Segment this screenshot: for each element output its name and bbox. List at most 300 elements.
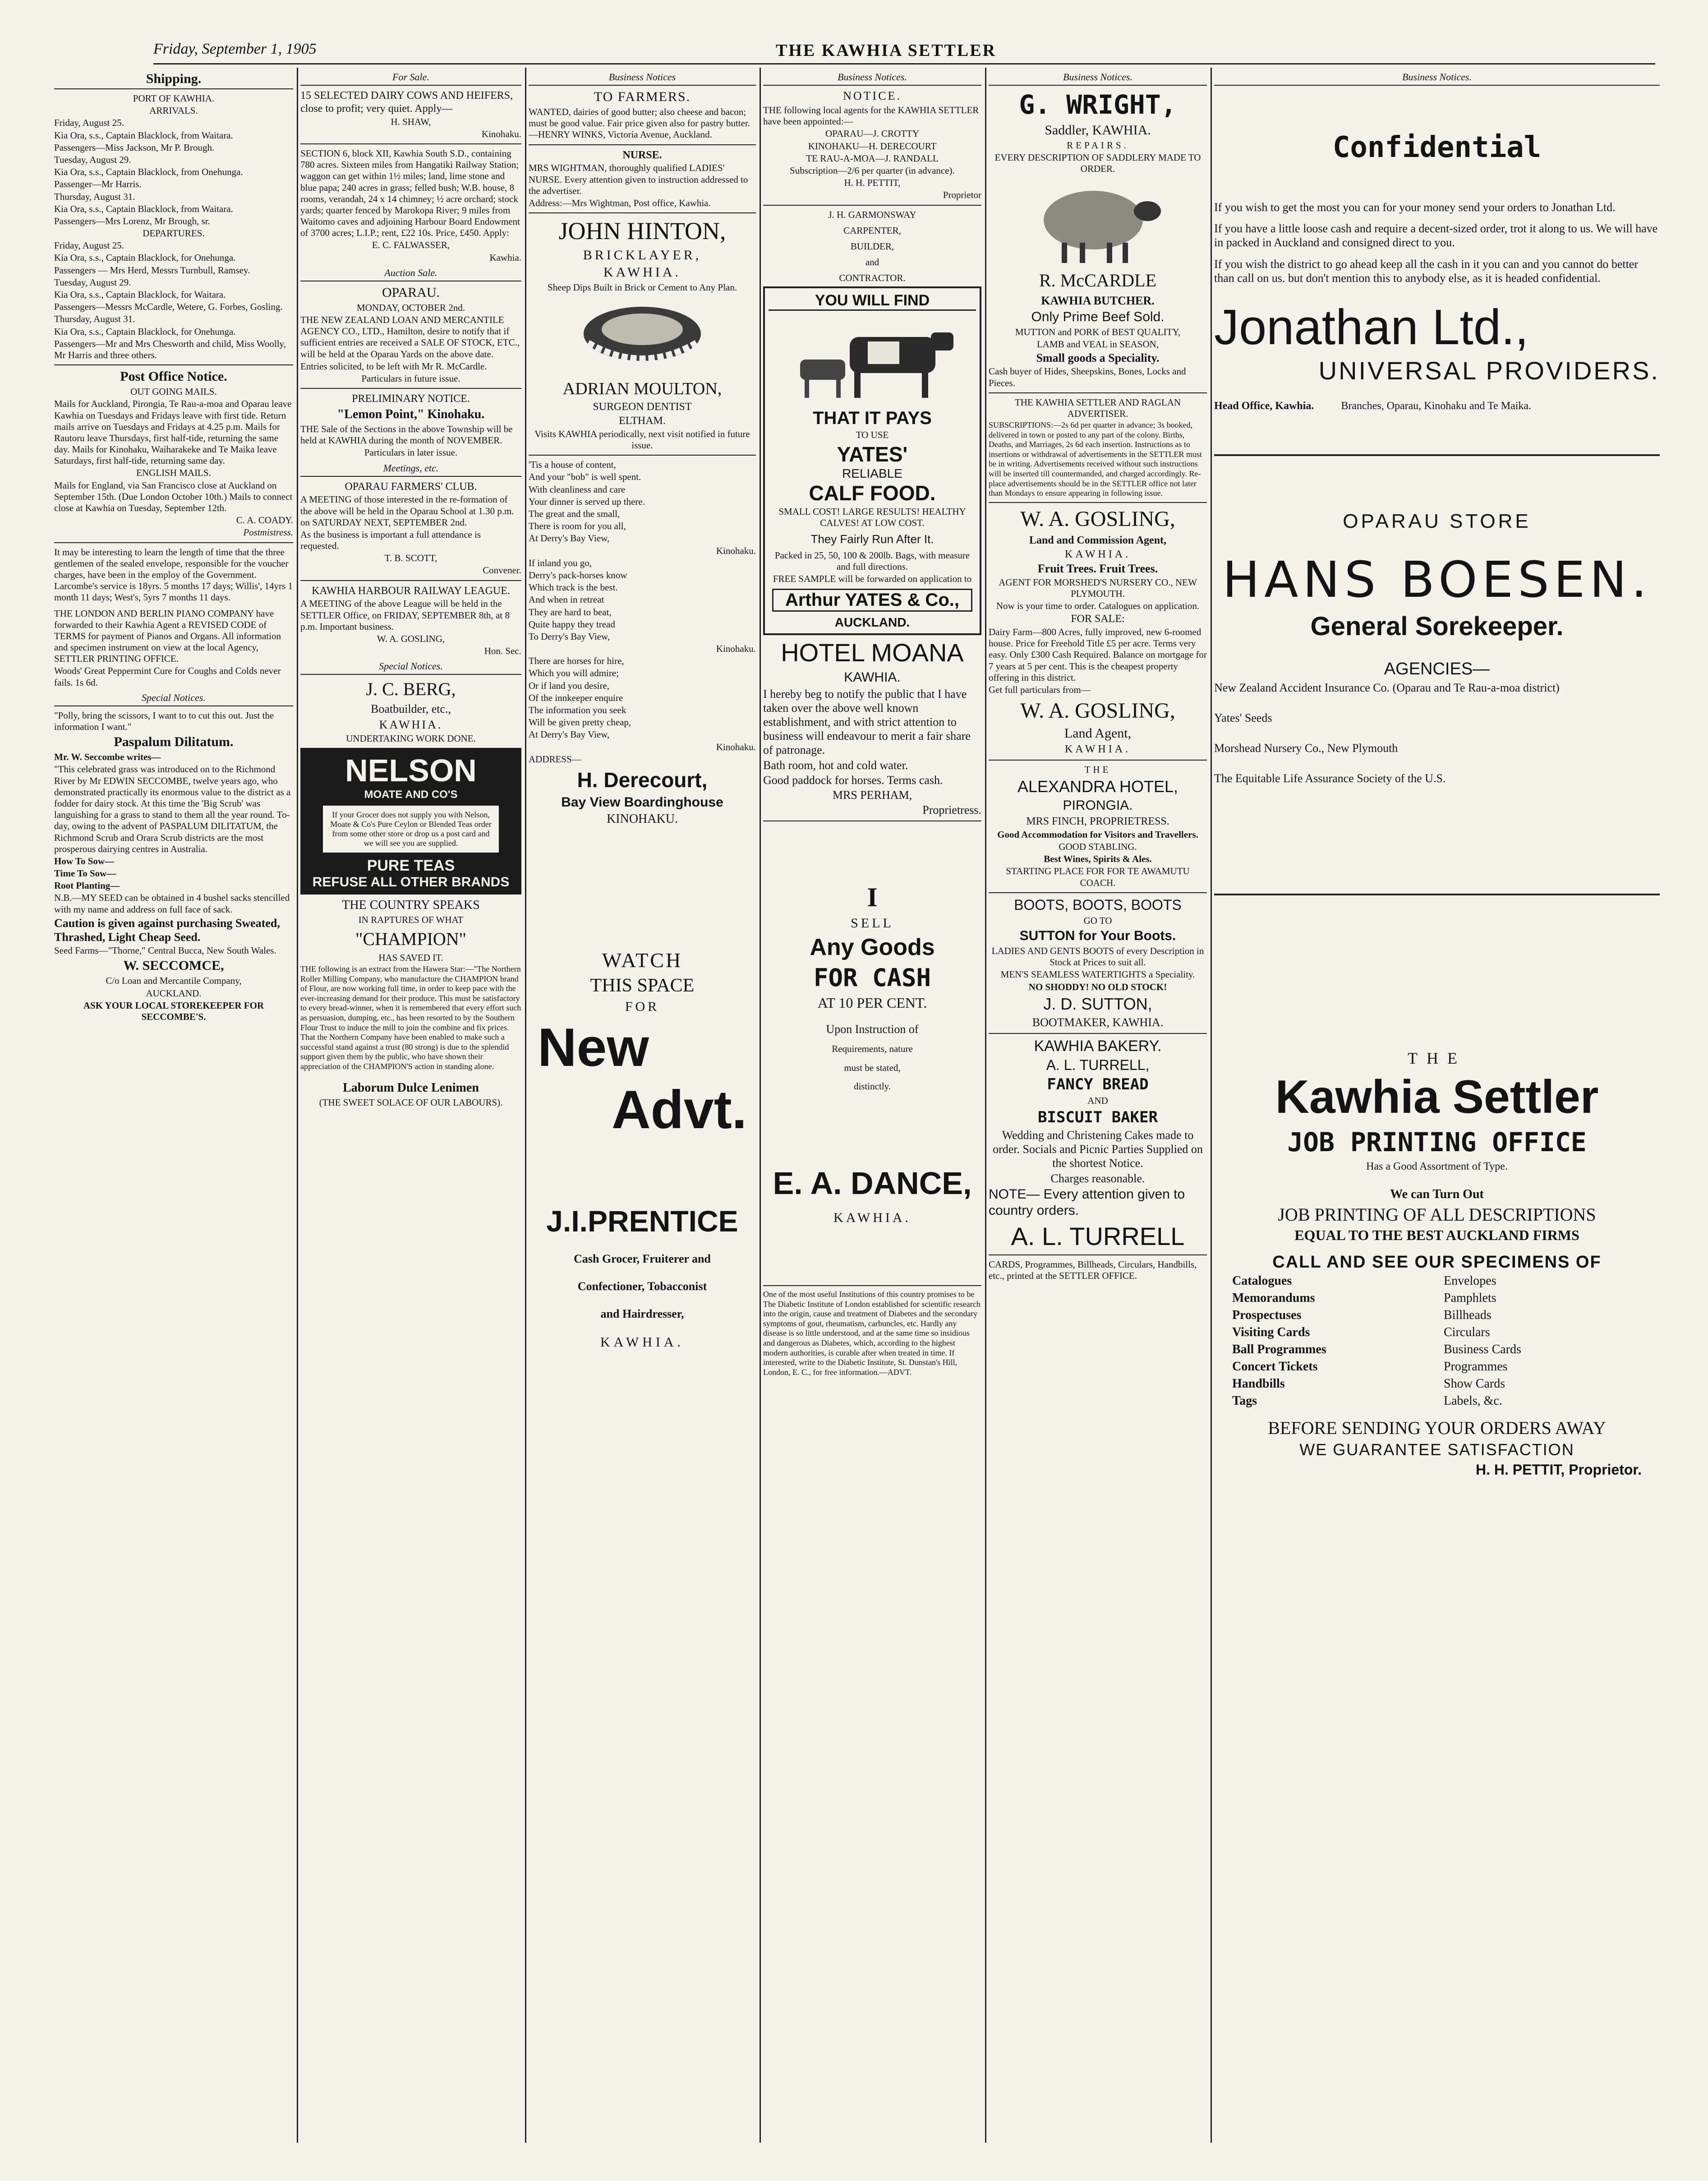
hotel-body: I hereby beg to notify the public that I have taken over the above well known establishment, and with strict attention to business will endeavour to merit a fair share of patronage. (763, 687, 971, 757)
champion-body: THE following is an extract from the Hawera Star:—"The Northern Roller Milling Company, who manufacture the CHAMPION brand of Flour, are now working full time, in order to keep pace with the ever-increasing demand for their produce. This must be satisfactory to every bread-winner, when it is remembered that every effort such as persuasion, dumping, etc., has been resorted to by the Southern Flour Trust to induce the mill to join the combine and fix prices. That the Northern Company have been enabled to make such a successful stand against a trust (80 strong) is due to the splendid support given them by the public, who have shown their appreciation of the CHAMPION'S action in standing alone. (300, 964, 521, 1071)
general-storekeeper: General Sorekeeper. (1310, 611, 1564, 641)
divider (989, 760, 1207, 761)
woods-cure: Woods' Great Peppermint Cure for Coughs and Colds never fails. 1s 6d. (54, 665, 281, 688)
perham-name: MRS PERHAM, (832, 788, 912, 802)
pure-teas: PURE TEAS (367, 857, 455, 874)
scott-name: T. B. SCOTT, (384, 553, 437, 564)
order-now: Now is your time to order. Catalogues on application. (996, 600, 1200, 611)
morshead: AGENT FOR MORSHED'S NURSERY CO., NEW PLYMOUTH. (999, 576, 1197, 599)
distinctly: distinctly. (853, 1080, 891, 1092)
head-office: Head Office, Kawhia. (1214, 400, 1314, 412)
column-shipping-notices (51, 68, 297, 2143)
gosling-name: W. A. GOSLING, (1020, 699, 1175, 723)
agency-item: Yates' Seeds (1214, 711, 1272, 724)
root-planting: Root Planting— (54, 880, 120, 891)
ten-per-cent: AT 10 PER CENT. (817, 995, 927, 1011)
accommodation: Good Accommodation for Visitors and Travellers. (997, 829, 1198, 840)
land-agent: Land Agent, (1064, 726, 1132, 741)
surgeon-dentist: SURGEON DENTIST (593, 401, 692, 413)
railway-meeting: A MEETING of the above League will be held in the SETTLER Office, on FRIDAY, SEPTEMBER 8th, at 8 p.m. Important business. (300, 598, 510, 632)
departure-line: Kia Ora, s.s., Captain Blacklock, for Onehunga. (54, 252, 236, 263)
column-wide-ads (1211, 68, 1663, 2143)
dental-plate-illustration (575, 298, 710, 374)
issue-date: Friday, September 1, 1905 (153, 41, 317, 57)
meeting-notice-2: As the business is important a full attendance is requested. (300, 529, 481, 552)
paspalum-heading: Paspalum Dilitatum. (114, 734, 234, 750)
nurse-body: MRS WIGHTMAN, thoroughly qualified LADIES' NURSE. Every attention given to instruction addressed to the advertiser. (529, 162, 748, 196)
wanted-dairies: WANTED, dairies of good butter; also cheese and bacon; must be good value. Fair price given also for pastry butter.—HENRY WINKS, Victoria Avenue, Auckland. (529, 106, 750, 140)
lamb: LAMB and VEAL in SEASON, (1036, 338, 1159, 350)
proprietor: Proprietor (943, 189, 981, 201)
call-and-see: CALL AND SEE OUR SPECIMENS OF (1272, 1252, 1602, 1272)
agency-item: Morshead Nursery Co., New Plymouth (1214, 742, 1398, 755)
poem-line: Derry's pack-horses know (529, 569, 627, 581)
to-farmers: TO FARMERS. (594, 89, 691, 104)
no-shoddy: NO SHODDY! NO OLD STOCK! (1028, 981, 1167, 992)
column-sales-meetings (297, 68, 525, 2143)
departure-line: Passengers—Messrs McCardle, Wetere, G. Forbes, Gosling. (54, 301, 283, 313)
biscuit-baker: BISCUIT BAKER (1037, 1108, 1158, 1127)
divider (1214, 894, 1660, 895)
divider (529, 455, 756, 456)
cash-grocer: Cash Grocer, Fruiterer and (574, 1252, 711, 1265)
hotel-place: KAWHIA. (844, 669, 901, 685)
address-label: ADDRESS— (529, 753, 581, 765)
sale-sections: THE Sale of the Sections in the above Township will be held at KAWHIA during the month of NOVEMBER. (300, 423, 513, 446)
notice-heading: NOTICE. (843, 89, 902, 102)
specimen-item: Tags (1232, 1393, 1257, 1408)
assortment: Has a Good Assortment of Type. (1366, 1161, 1508, 1173)
meeting-notice: A MEETING of those interested in the re-formation of the above will be held in the Oparau School at 1.30 p.m. on SATURDAY NEXT, SEPTEMBER 2nd. (300, 494, 514, 528)
divider (529, 212, 756, 213)
specimen-item: Prospectuses (1232, 1308, 1302, 1322)
boatbuilder: Boatbuilder, etc., (370, 702, 451, 716)
yates-auckland: AUCKLAND. (834, 615, 910, 629)
turrell-name: A. L. TURRELL, (1046, 1056, 1150, 1073)
pettit-proprietor: H. H. PETTIT, Proprietor. (1475, 1461, 1642, 1478)
berg-name: J. C. BERG, (366, 679, 456, 700)
finch: MRS FINCH, PROPRIETRESS. (1026, 816, 1169, 828)
agency-item: The Equitable Life Assurance Society of the U.S. (1214, 772, 1446, 785)
reliable: RELIABLE (842, 466, 902, 480)
specimen-item: Memorandums (1232, 1291, 1315, 1305)
poem-line: Or if land you desire, (529, 680, 610, 691)
masthead (153, 41, 1655, 65)
you-will-find: YOU WILL FIND (769, 292, 976, 311)
nelson-body: If your Grocer does not supply you with Nelson, Moate & Co's Pure Ceylon or Blended Teas order from some other store or drop us a post card and we will see you are supplied. (323, 806, 499, 853)
gosling-secretary: W. A. GOSLING, (377, 633, 445, 644)
specimen-item: Business Cards (1444, 1342, 1521, 1356)
ladies-gents: LADIES AND GENTS BOOTS of every Description in Stock at Prices to suit all. (991, 945, 1204, 968)
oparau-heading: OPARAU. (382, 285, 440, 300)
entries-solicited: Entries solicited, to be left with Mr R. McCardle. (300, 360, 487, 372)
divider (529, 144, 756, 145)
any-goods: Any Goods (810, 934, 935, 961)
specimen-item: Envelopes (1444, 1273, 1496, 1288)
shipping-heading: Shipping. (54, 71, 293, 89)
fancy-bread: FANCY BREAD (1047, 1075, 1149, 1093)
poem-line: Quite happy they tread (529, 618, 615, 630)
shaw-place: Kinohaku. (481, 128, 521, 139)
divider (54, 364, 293, 365)
repairs: REPAIRS. (1067, 140, 1129, 151)
new: New (538, 1017, 649, 1078)
arthur-yates: Arthur YATES & Co., (772, 589, 972, 612)
departure-line: Passengers — Mrs Herd, Messrs Turnbull, Ramsey. (54, 264, 250, 276)
poem-line: Which track is the best. (529, 582, 618, 593)
hairdresser: and Hairdresser, (600, 1307, 684, 1321)
specimen-item: Ball Programmes (1232, 1342, 1326, 1356)
divider (300, 388, 521, 389)
fruit-trees: Fruit Trees. Fruit Trees. (1037, 562, 1158, 576)
calf-food: CALF FOOD. (809, 481, 936, 505)
visits: Visits KAWHIA periodically, next visit notified in future issue. (534, 428, 750, 451)
poem-line: And when in retreat (529, 594, 604, 605)
yates-calf-food-ad (763, 286, 981, 635)
divider (763, 1285, 981, 1286)
poem-line: There is room for you all, (529, 521, 626, 532)
arrivals-heading: ARRIVALS. (149, 105, 198, 116)
railway-league: KAWHIA HARBOUR RAILWAY LEAGUE. (312, 585, 510, 597)
business-heading: Business Notices (529, 71, 756, 86)
laborum-sub: (THE SWEET SOLACE OF OUR LABOURS). (319, 1097, 503, 1108)
boots: BOOTS, BOOTS, BOOTS (1014, 896, 1182, 913)
column-business-notices-a (525, 68, 760, 2143)
oparau-store: OPARAU STORE (1343, 510, 1531, 532)
specimen-item: Concert Tickets (1232, 1359, 1318, 1374)
butcher: KAWHIA BUTCHER. (1041, 294, 1155, 307)
agent-line: TE RAU-A-MOA—J. RANDALL (806, 152, 939, 164)
bath-room: Bath room, hot and cold water. (763, 758, 908, 772)
divider (989, 1254, 1207, 1255)
eltham: ELTHAM. (619, 415, 666, 427)
for-sale-heading: For Sale. (300, 71, 521, 86)
job-printing-office: JOB PRINTING OFFICE (1287, 1127, 1587, 1158)
watch: WATCH (602, 948, 683, 972)
falwasser-place: Kawhia. (489, 252, 521, 263)
branches: Branches, Oparau, Kinohaku and Te Maika. (1341, 400, 1532, 412)
divider (300, 580, 521, 581)
small-goods: Small goods a Speciality. (1036, 351, 1160, 365)
departures-heading: DEPARTURES. (143, 228, 205, 239)
moulton-name: ADRIAN MOULTON, (562, 379, 722, 399)
land-agent: Land and Commission Agent, (1029, 534, 1167, 546)
poem-line: Which you will admire; (529, 668, 619, 679)
bakery: KAWHIA BAKERY. (1034, 1037, 1162, 1055)
poem-line: To Derry's Bay View, (529, 631, 610, 642)
dairy-farm: Dairy Farm—800 Acres, fully improved, new 6-roomed house. Price for Freehold Title £5 per acre. Terms very easy. Only £300 Cash Required. Balance on mortgage for 7 years at 5 per cent. This is the cheapest property offering in this district. (989, 626, 1207, 683)
prentice-place: KAWHIA. (600, 1334, 685, 1350)
mccardle-name: R. McCARDLE (1039, 270, 1156, 290)
business-heading: Business Notices. (1214, 71, 1660, 86)
divider (989, 392, 1207, 393)
packed: Packed in 25, 50, 100 & 200lb. Bags, with measure and full directions. (774, 550, 970, 572)
sutton-boots: SUTTON for Your Boots. (1019, 928, 1176, 943)
before-sending: BEFORE SENDING YOUR ORDERS AWAY (1268, 1417, 1606, 1438)
cards-printed: CARDS, Programmes, Billheads, Circulars, Handbills, etc., printed at the SETTLER OFFICE. (989, 1259, 1197, 1282)
kawhia-settler: Kawhia Settler (1275, 1071, 1599, 1124)
full-particulars: Get full particulars from— (989, 684, 1091, 695)
seccombe-writes: Mr. W. Seccombe writes— (54, 752, 161, 763)
outgoing-mails: OUT GOING MAILS. (130, 386, 217, 397)
preliminary-notice: PRELIMINARY NOTICE. (352, 393, 470, 405)
prime-beef: Only Prime Beef Sold. (1031, 309, 1165, 324)
the: THE (1408, 1049, 1466, 1068)
port-heading: PORT OF KAWHIA. (133, 93, 215, 104)
free-sample: FREE SAMPLE will be forwarded on application to (773, 573, 972, 585)
nelson-tea-ad (300, 748, 521, 895)
divider (1214, 454, 1660, 456)
divider (989, 892, 1207, 893)
gosling-name: W. A. GOSLING, (1020, 507, 1175, 531)
english-mails-body: Mails for England, via San Francisco close at Auckland on September 15th. (Due London October 10th.) Mails to connect close at Kawhia on Tuesday, September 12th. (54, 480, 293, 513)
particulars-future: Particulars in future issue. (361, 373, 460, 384)
builder: BUILDER, (850, 240, 894, 252)
dance-name: E. A. DANCE, (773, 1166, 972, 1201)
wines: Best Wines, Spirits & Ales. (1044, 853, 1152, 865)
carpenter: CARPENTER, (843, 225, 901, 236)
sell: SELL (851, 916, 894, 931)
divider (54, 542, 293, 543)
column-business-notices-c (985, 68, 1211, 2143)
specimen-item: Labels, &c. (1444, 1393, 1502, 1408)
diabetic-institute: One of the most useful Institutions of this country promises to be The Diabetic Institute of London established for scientific research into the origin, cause and treatment of Diabetes and the secondary symptoms of gout, rheumatism, carbuncles, etc. Hardly any disease is so little understood, and at the same time so insidious and dangerous as Diabetes, which, according to the highest modern authorities, is curable after when treated in time. If interested, write to the Diabetic Institute, St. Dunstan's Hill, London, E. C., for free information.—ADVT. (763, 1290, 981, 1377)
hotel-moana: HOTEL MOANA (781, 638, 964, 667)
raptures: IN RAPTURES OF WHAT (358, 914, 464, 925)
lemon-point: "Lemon Point," Kinohaku. (337, 407, 485, 421)
nzloan-ad: THE NEW ZEALAND LOAN AND MERCANTILE AGENCY CO., LTD., Hamilton, desire to notify that if sufficient entries are received a SALE OF STOCK, ETC., will be held at the Oparau Yards on the above date. (300, 314, 520, 360)
newspaper-title: THE KAWHIA SETTLER (776, 41, 997, 60)
stated: must be stated, (844, 1062, 901, 1073)
upon-instruction: Upon Instruction of (826, 1023, 919, 1036)
for-cash: FOR CASH (813, 964, 931, 992)
column-business-notices-b (760, 68, 985, 2143)
english-mails-heading: ENGLISH MAILS. (136, 467, 211, 479)
specimen-item: Catalogues (1232, 1273, 1292, 1288)
arrival-line: Friday, August 25. (54, 117, 124, 129)
specimens-grid (1214, 1274, 1660, 1408)
farmers-club: OPARAU FARMERS' CLUB. (345, 480, 477, 493)
nelson-sub: MOATE AND CO'S (364, 788, 458, 801)
specimen-item: Visiting Cards (1232, 1325, 1310, 1339)
dance-place: KAWHIA. (833, 1210, 912, 1225)
cow-and-calf-illustration (782, 314, 962, 405)
shaw-name: H. SHAW, (391, 116, 431, 127)
poem-line: The information you seek (529, 705, 626, 716)
arrival-line: Kia Ora, s.s., Captain Blacklock, from Waitara. (54, 129, 233, 141)
departure-line: Kia Ora, s.s., Captain Blacklock, for Onehunga. (54, 326, 236, 337)
post-body: Mails for Auckland, Pirongia, Te Rau-a-moa and Oparau leave Kawhia on Tuesdays and Fridays leave with first tide. Return mails arrive on Tuesdays and Fridays at 4.25 p.m. Mails for Rautoru leave Thursdays, first half-tide, returning the same day. Mails for Kinohaku, Waiharakeke and Te Maika leave Saturdays, first half-tide, returning same day. (54, 398, 292, 466)
boardinghouse: Bay View Boardinghouse (561, 794, 723, 810)
seccombe-company: C/o Loan and Mercantile Company, (106, 975, 242, 987)
confectioner: Confectioner, Tobacconist (577, 1280, 707, 1293)
turrell-name-large: A. L. TURRELL (1011, 1222, 1185, 1250)
arrival-line: Kia Ora, s.s., Captain Blacklock, from Onehunga. (54, 166, 243, 178)
hinton-name: JOHN HINTON, (558, 217, 726, 245)
starting-place: STARTING PLACE FOR FOR TE AWAMUTU COACH. (1006, 866, 1190, 888)
bootmaker: BOOTMAKER, KAWHIA. (1032, 1015, 1164, 1029)
sheep-illustration (1030, 180, 1165, 265)
nurse-heading: NURSE. (622, 149, 662, 161)
specimen-item: Circulars (1444, 1325, 1490, 1339)
stabling: GOOD STABLING. (1059, 841, 1137, 853)
hon-sec: Hon. Sec. (484, 646, 521, 657)
poem-line: Of the innkeeper enquire (529, 692, 623, 703)
job-all: JOB PRINTING OF ALL DESCRIPTIONS (1278, 1204, 1596, 1225)
garmonsway-name: J. H. GARMONSWAY (828, 209, 916, 220)
ask-storekeeper: ASK YOUR LOCAL STOREKEEPER FOR SECCOMBE'S. (83, 1000, 264, 1022)
paspalum-body: "This celebrated grass was introduced on to the Richmond River by Mr EDWIN SECCOMBE, twelve years ago, who demonstrated practically its enormous value to the district as a fodder for dairy stock. At this time the 'Big Scrub' was languishing for a grass to stand to them all the year round. To-day, owing to the advent of PASPALUM DILITATUM, the Richmond Scrub and Orara Scrub districts are the most prosperous dairying centres in Australia. (54, 764, 291, 854)
business-heading: Business Notices. (763, 71, 981, 86)
pettit-name: H. H. PETTIT, (844, 177, 901, 189)
kinohaku-caps: KINOHAKU. (607, 812, 678, 826)
seed-note: N.B.—MY SEED can be obtained in 4 bushel sacks stencilled with my name and address on full face of sack. (54, 892, 290, 915)
agent-line: KINOHAKU—H. DERECOURT (808, 140, 937, 152)
alexandra-hotel: ALEXANDRA HOTEL, (1017, 777, 1179, 796)
time-to-sow: Time To Sow— (54, 868, 116, 879)
contractor: CONTRACTOR. (839, 272, 906, 284)
confidential-p1: If you wish to get the most you can for your money send your orders to Jonathan Ltd. (1214, 201, 1616, 214)
poem-place: Kinohaku. (716, 545, 756, 556)
bricklayer: BRICKLAYER, (583, 248, 702, 263)
jonathan-name: Jonathan Ltd., (1214, 299, 1529, 355)
piano-paragraph: THE LONDON AND BERLIN PIANO COMPANY have forwarded to their Kawhia Agent a REVISED CODE of TERMS for payment of Pianos and Organs. All information and specimen instrument on view at the local Agency, SETTLER PRINTING OFFICE. (54, 608, 281, 664)
caution-notice: Caution is given against purchasing Sweated, Thrashed, Light Cheap Seed. (54, 916, 280, 944)
post-office-heading: Post Office Notice. (120, 369, 227, 384)
mutton: MUTTON and PORK of BEST QUALITY, (1015, 326, 1181, 337)
departure-line: Thursday, August 31. (54, 314, 135, 325)
convener: Convener. (483, 565, 521, 576)
champion-heading: "CHAMPION" (355, 928, 466, 949)
auction-heading: Auction Sale. (300, 267, 521, 281)
seccombe-city: AUCKLAND. (146, 987, 202, 999)
wedding-cakes: Wedding and Christening Cakes made to order. Socials and Picnic Parties Supplied on the shortest Notice. (993, 1129, 1203, 1170)
confidential-p2: If you have a little loose cash and require a decent-sized order, trot it along to us. We will have in packed in Auckland and consigned direct to you. (1214, 222, 1658, 249)
agent-line: OPARAU—J. CROTTY (825, 128, 920, 139)
poem-line: The great and the small, (529, 508, 620, 520)
requirements: Requirements, nature (832, 1043, 913, 1055)
poem-line: With cleanliness and care (529, 484, 626, 495)
arrival-line: Thursday, August 31. (54, 191, 135, 202)
the: THE (1084, 764, 1111, 775)
how-to-sow: How To Sow— (54, 855, 115, 867)
every-description: EVERY DESCRIPTION OF SADDLERY MADE TO ORDER. (994, 152, 1201, 175)
and: AND (1087, 1095, 1108, 1106)
turn-out: We can Turn Out (1390, 1187, 1484, 1202)
divider (989, 1033, 1207, 1034)
poem-line: At Derry's Bay View, (529, 533, 610, 544)
departure-line: Tuesday, August 29. (54, 277, 131, 288)
advt: Advt. (612, 1079, 747, 1140)
poem-line: Your dinner is served up there. (529, 496, 645, 507)
i: I (867, 882, 878, 913)
settler-terms: SUBSCRIPTIONS:—2s 6d per quarter in advance; 3s booked, delivered in town or posted to any part of the colony. Births, Deaths, and Marriages, 2s 6d each insertion. Instructions as to insertions or withdrawal of advertisements in the SETTLER must be in writing. Advertisements received without such instructions will be inserted till countermanded, and charged accordingly. Re-place advertisements should be in the SETTLER office not later than Mondays to ensure appearing in following issue. (989, 420, 1202, 498)
to-use: TO USE (856, 429, 889, 441)
prentice-name: J.I.PRENTICE (546, 1204, 738, 1238)
specimen-item: Handbills (1232, 1376, 1285, 1391)
for-sale: FOR SALE: (1071, 613, 1125, 625)
specimen-item: Show Cards (1444, 1376, 1505, 1391)
seed-farms: Seed Farms—"Thorne," Central Bucca, New South Wales. (54, 945, 276, 956)
poem-line: At Derry's Bay View, (529, 729, 610, 740)
confidential-p3: If you wish the district to go ahead keep all the cash in it you can and you cannot do better than call on us. but don't mention this to anybody else, as it is headed confidential. (1214, 257, 1639, 285)
dairy-cows-ad: 15 SELECTED DAIRY COWS AND HEIFERS, close to profit; very quiet. Apply— (300, 90, 513, 115)
polly-quote: "Polly, bring the scissors, I want to to cut this out. Just the information I want." (54, 710, 274, 732)
equal-best: EQUAL TO THE BEST AUCKLAND FIRMS (1294, 1227, 1579, 1243)
departure-line: Kia Ora, s.s., Captain Blacklock, for Waitara. (54, 289, 226, 300)
confidential-heading: Confidential (1332, 131, 1542, 164)
refuse-brands: REFUSE ALL OTHER BRANDS (312, 874, 510, 890)
cash-buyer: Cash buyer of Hides, Sheepskins, Bones, Locks and Pieces. (989, 366, 1186, 388)
go-to: GO TO (1083, 915, 1112, 926)
berg-place: KAWHIA. (379, 718, 443, 732)
laborum: Laborum Dulce Lenimen (343, 1080, 479, 1095)
divider (989, 502, 1207, 503)
and-word: and (865, 257, 879, 268)
subscription: Subscription—2/6 per quarter (in advance). (790, 165, 955, 176)
country-orders-note: NOTE— Every attention given to country orders. (989, 1186, 1185, 1218)
gosling-place: KAWHIA. (1064, 743, 1131, 756)
particulars-later: Particulars in later issue. (364, 447, 458, 458)
charges: Charges reasonable. (1050, 1171, 1145, 1185)
poem-line: There are horses for hire, (529, 655, 624, 667)
derecourt-name: H. Derecourt, (577, 768, 708, 792)
coady-signature: C. A. COADY. (236, 515, 293, 526)
guarantee: WE GUARANTEE SATISFACTION (1299, 1440, 1574, 1459)
seccombe-name: W. SECCOMCE, (123, 958, 224, 973)
poem-line: 'Tis a house of content, (529, 459, 616, 470)
paddock: Good paddock for horses. Terms cash. (763, 773, 943, 787)
proprietress: Proprietress. (922, 803, 981, 817)
for: FOR (625, 999, 660, 1014)
sheep-dips: Sheep Dips Built in Brick or Cement to Any Plan. (548, 282, 737, 293)
specimen-item: Pamphlets (1444, 1291, 1496, 1305)
agents-appointed: THE following local agents for the KAWHIA SETTLER have been appointed:— (763, 105, 979, 127)
poem-line: They are hard to beat, (529, 606, 612, 618)
boesen-name: HANS BOESEN. (1222, 550, 1652, 609)
saddler: Saddler, KAWHIA. (1045, 123, 1151, 138)
divider (763, 205, 981, 206)
seamless: MEN'S SEAMLESS WATERTIGHTS a Speciality. (1000, 969, 1195, 980)
agencies-heading: AGENCIES— (1384, 659, 1490, 678)
arrival-line: Passenger—Mr Harris. (54, 179, 142, 190)
universal-providers: UNIVERSAL PROVIDERS. (1318, 356, 1660, 385)
undertaking: UNDERTAKING WORK DONE. (346, 733, 476, 744)
departure-line: Friday, August 25. (54, 240, 124, 251)
arrival-line: Passengers—Miss Jackson, Mr P. Brough. (54, 142, 215, 153)
arrival-line: Tuesday, August 29. (54, 154, 131, 165)
specimen-item: Programmes (1444, 1359, 1508, 1374)
special-notices-heading: Special Notices. (300, 660, 521, 675)
interest-paragraph: It may be interesting to learn the length of time that the three gentlemen of the sealed envelope, responsible for the voucher charges, have been in the employ of the Government. Larcombe's service is 18yrs. 5 months 17 days; Willis', 14yrs 1 month 11 days; West's, 5yrs 7 months 11 days. (54, 546, 293, 603)
hinton-place: KAWHIA. (603, 265, 681, 280)
agency-item: New Zealand Accident Insurance Co. (Oparau and Te Rau-a-moa district) (1214, 681, 1560, 694)
business-heading: Business Notices. (989, 71, 1207, 86)
sutton-name: J. D. SUTTON, (1043, 994, 1152, 1013)
small-cost: SMALL COST! LARGE RESULTS! HEALTHY CALVES! AT LOW COST. (778, 506, 966, 528)
falwasser-name: E. C. FALWASSER, (372, 240, 450, 251)
poem-line: If inland you go, (529, 557, 592, 568)
gosling-place: KAWHIA. (1064, 548, 1131, 560)
section-ad: SECTION 6, block XII, Kawhia South S.D., containing 780 acres. Sixteen miles from Hangatiki Railway Station; waggon can get within 1½ miles; land, lime stone and blue papa; 240 acres in grass; felled bush; W.B. house, 8 rooms, verandah, 24 x 14 chimney; ½ acre orchard; stock yards; quarter fenced by Marokopa River; 9 miles from Waitomo caves and adjoining Harbour Board Endowment of 3700 acres; L.I.P.; rent, £22 10s. Price, £450. Apply: (300, 148, 520, 239)
settler-advertiser: THE KAWHIA SETTLER AND RAGLAN ADVERTISER. (1014, 397, 1181, 419)
departure-line: Passengers—Mr and Mrs Chesworth and child, Miss Woolly, Mr Harris and three others. (54, 338, 286, 360)
poem-place: Kinohaku. (716, 741, 756, 752)
arrival-line: Passengers—Mrs Lorenz, Mr Brough, sr. (54, 215, 210, 226)
country-speaks: THE COUNTRY SPEAKS (342, 898, 480, 912)
pirongia: PIRONGIA. (1063, 798, 1133, 813)
yates-brand: YATES' (837, 442, 908, 466)
